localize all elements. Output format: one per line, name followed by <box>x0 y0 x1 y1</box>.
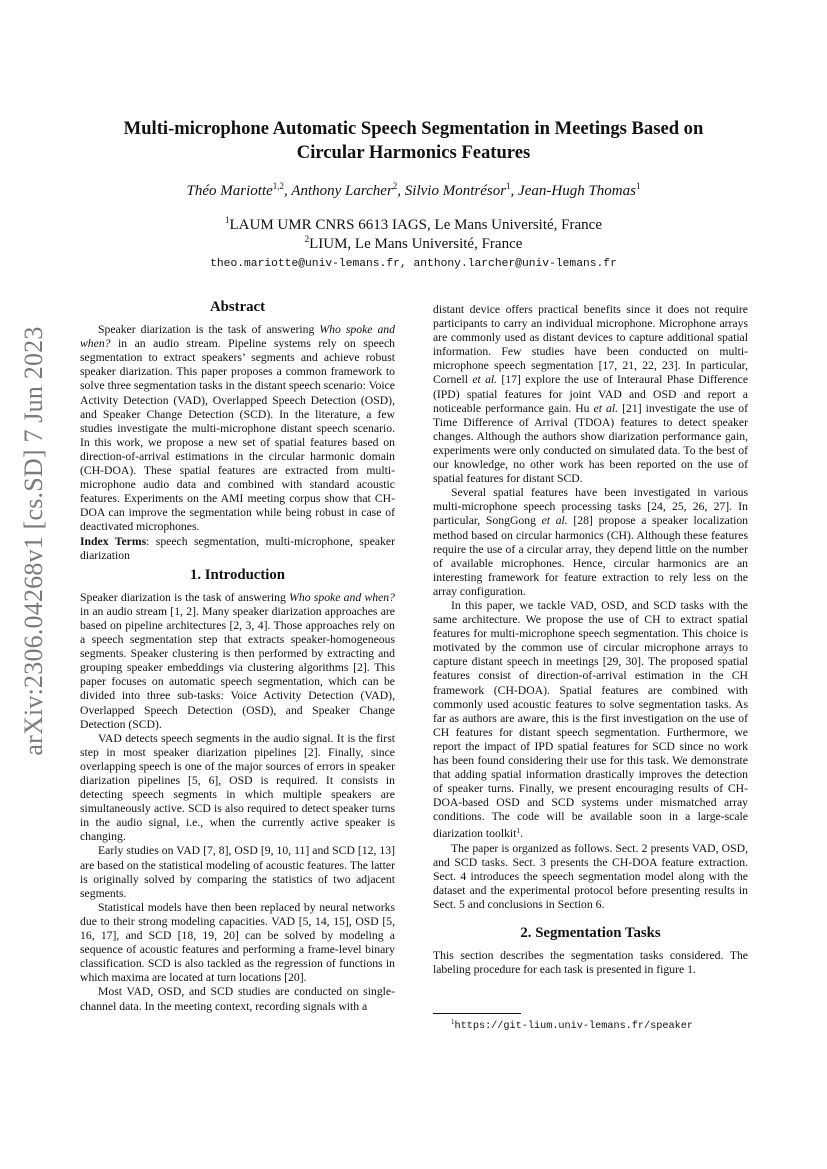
arxiv-identifier: arXiv:2306.04268v1 [cs.SD] 7 Jun 2023 <box>19 326 48 756</box>
affiliation-text: LIUM, Le Mans Université, France <box>309 236 523 252</box>
abstract-text: Speaker diarization is the task of answering Who spoke and when? in an audio stream. Pipeline systems rely on speech segmentation to extract speakers’ segments and achieve robust speaker diarization. This paper proposes a common framework to solve three segmentation tasks in the distant speech scenario: Voice Activity Detection (VAD), Overlapped Speech Detection (OSD), and Speaker Change Detection (SCD). In the literature, a few studies investigate the multi-microphone distant speech scenario. In this work, we propose a new set of spatial features based on direction-of-arrival estimations in the circular harmonic domain (CH-DOA). These spatial features are extracted from multi-microphone audio data and combined with standard acoustic features. Experiments on the AMI meeting corpus show that CH-DOA can improve the segmentation while being robust in case of deactivated microphones. <box>80 323 395 534</box>
right-column <box>433 303 748 977</box>
affiliation-mark: 1 <box>225 215 230 225</box>
index-terms: Index Terms: speech segmentation, multi-microphone, speaker diarization <box>80 534 395 562</box>
abstract-heading: Abstract <box>209 299 266 315</box>
intro-paragraph-9: The paper is organized as follows. Sect. 2 presents VAD, OSD, and SCD tasks. Sect. 3 presents the CH-DOA feature extraction. Sect. 4 introduces the speech segmentation model along with the dataset and the experimental protocol before presenting results in Sect. 5 and conclusions in Section 6. <box>433 841 748 911</box>
author-affiliation-mark: 1,2 <box>272 181 285 191</box>
footnote <box>433 1013 748 1032</box>
footnote-number: 1 <box>451 1018 455 1026</box>
affiliation-mark: 2 <box>304 234 310 244</box>
affiliation-2 <box>80 234 747 253</box>
author-affiliation-mark: 2 <box>392 181 398 191</box>
footnote-url[interactable]: https://git-lium.univ-lemans.fr/speaker <box>454 1021 693 1032</box>
intro-paragraph-7: Several spatial features have been investigated in various multi-microphone speech processing tasks [24, 25, 26, 27]. In particular, SongGong et al. [28] propose a speaker localization method based on circular harmonics (CH). Although these features require the use of a circular array, they depend little on the number of available microphones. Hence, circular harmonics are an interesting framework for feature extraction to rely less on the array configuration. <box>433 486 749 598</box>
author-name: Anthony Larcher <box>291 183 393 199</box>
left-column <box>80 300 395 1014</box>
segmentation-tasks-heading: 2. Segmentation Tasks <box>520 925 661 942</box>
author-affiliation-mark: 1 <box>506 181 511 191</box>
segmentation-paragraph: This section describes the segmentation tasks considered. The labeling procedure for each task is presented in figure 1. <box>433 949 748 977</box>
title-line-1: Multi-microphone Automatic Speech Segmentation in Meetings Based on <box>123 118 704 139</box>
author-name: Silvio Montrésor <box>404 183 507 199</box>
footnote-mark: 1 <box>516 826 521 836</box>
affiliation-1 <box>80 215 747 234</box>
author-emails: theo.mariotte@univ-lemans.fr, anthony.larcher@univ-lemans.fr <box>210 258 617 270</box>
intro-paragraph-5: Most VAD, OSD, and SCD studies are conducted on single-channel data. In the meeting context, recording signals with a <box>80 985 395 1013</box>
author-name: Théo Mariotte <box>186 183 273 199</box>
intro-paragraph-6: distant device offers practical benefits since it does not require participants to carry an individual microphone. Microphone arrays are commonly used as distant devices to capture additional spatial information. Few studies have been conducted on multi-microphone speech segmentation [17, 21, 22, 23]. In particular, Cornell et al. [17] explore the use of Interaural Phase Difference (IPD) spatial features for joint VAD and OSD and report a noticeable performance gain. Hu et al. [21] investigate the use of Time Difference of Arrival (TDOA) features to detect speaker changes. Although the authors show diarization performance gain, experiments were only conducted on simulated data. To the best of our knowledge, no other work has been reported on the use of spatial features for distant SCD. <box>433 303 749 486</box>
author-name: Jean-Hugh Thomas <box>518 183 636 199</box>
introduction-heading: 1. Introduction <box>189 566 286 583</box>
intro-paragraph-2: VAD detects speech segments in the audio signal. It is the first step in most speaker diarization pipelines [2]. Finally, since overlapping speech is one of the major sources of errors in speaker diarization pipelines [5, 6], OSD is required. It consists in detecting speech segments in which multiple speakers are simultaneously active. SCD is also required to detect speaker turns in the audio signal, i.e., when the currently active speaker is changing. <box>80 731 395 844</box>
intro-paragraph-1: Speaker diarization is the task of answering Who spoke and when? in an audio stream [1, 2]. Many speaker diarization approaches are based on pipeline architectures [2, 3, 4]. Those approaches rely on a speech segmentation step that extracts speaker-homogeneous segments. Speaker clustering is then performed by extracting and grouping speaker embeddings via clustering algorithms [2]. This paper focuses on automatic speech segmentation, which can be divided into three sub-tasks: Voice Activity Detection (VAD), Overlapped Speech Detection (OSD), and Speaker Change Detection (SCD). <box>80 590 395 731</box>
affiliation-text: LAUM UMR CNRS 6613 IAGS, Le Mans Université, France <box>229 217 602 233</box>
author-affiliation-mark: 1 <box>635 181 641 191</box>
intro-paragraph-8: In this paper, we tackle VAD, OSD, and SCD tasks with the same architecture. We propose the use of CH to extract spatial features for multi-microphone speech segmentation. This choice is motivated by the common use of circular microphone arrays to capture distant speech in meetings [29, 30]. The proposed spatial features consist of direction-of-arrival estimation in the CH framework (CH-DOA). Spatial features are combined with commonly used acoustic features to solve segmentation tasks. As far as authors are aware, this is the first investigation on the use of CH features for distant speech segmentation. Furthermore, we report the impact of IPD spatial features for SCD since no work has been found considering their use for this task. We demonstrate that adding spatial information drastically improves the detection of speaker turns. Finally, we present encouraging results of CH-DOA-based OSD and SCD systems under mismatched array conditions. The code will be available soon in a large-scale diarization toolkit$^1$. <box>433 598 748 841</box>
intro-paragraph-3: Early studies on VAD [7, 8], OSD [9, 10, 11] and SCD [12, 13] are based on the statistical modeling of acoustic features. The latter is originally solved by comparing the statistics of two adjacent segments. <box>80 844 395 900</box>
author-list: Théo Mariotte$^{1,2}$, Anthony Larcher$^2$, Silvio Montrésor$^1$, Jean-Hugh Thomas$^1$ <box>186 181 641 199</box>
title-line-2: Circular Harmonics Features <box>296 142 531 163</box>
paper-title <box>80 117 747 165</box>
intro-paragraph-4: Statistical models have then been replaced by neural networks due to their strong modeling capacities. VAD [5, 14, 15], OSD [5, 16, 17], and SCD [18, 19, 20] can be solved by modeling a sequence of acoustic features and performing a frame-level binary classification. SCD is also tackled as the regression of functions in which maxima are located at turn locations [20]. <box>80 900 395 985</box>
arxiv-identifier-sidebar <box>14 326 54 756</box>
footnote-text <box>433 1018 748 1032</box>
footnote-rule <box>433 1013 521 1014</box>
